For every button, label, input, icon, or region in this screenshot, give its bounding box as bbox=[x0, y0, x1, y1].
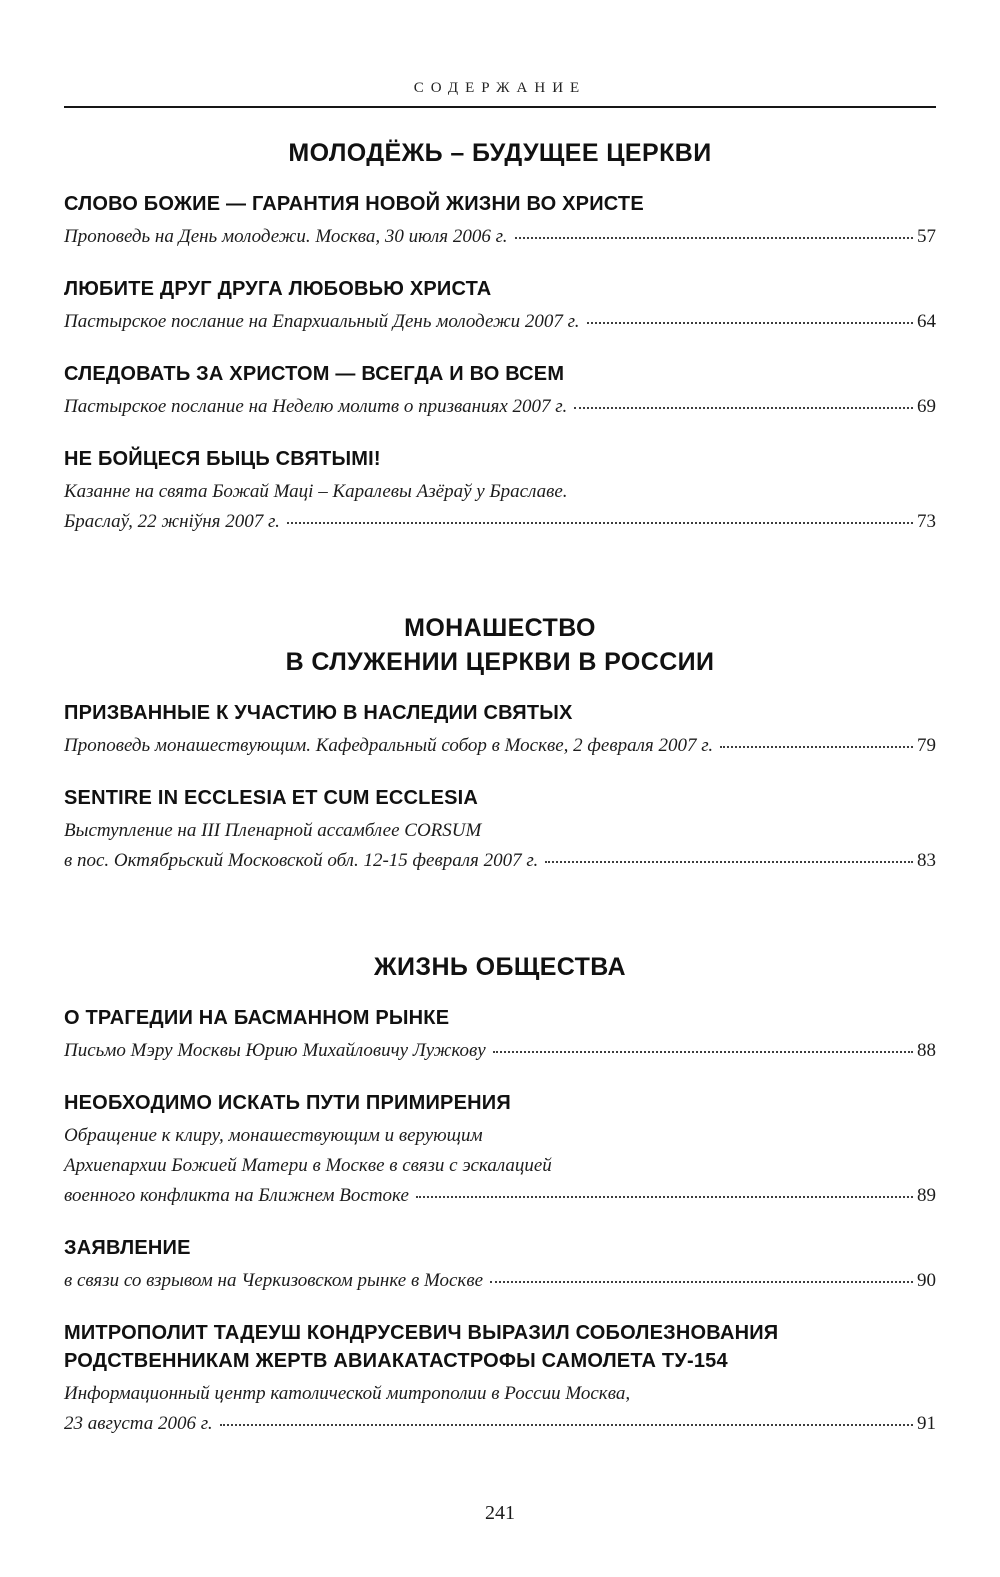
entry-title bbox=[64, 699, 936, 727]
dot-leader bbox=[720, 746, 913, 748]
toc-entry bbox=[64, 1004, 936, 1066]
entry-subtitle-text: Браслаў, 22 жніўня 2007 г. bbox=[64, 511, 280, 532]
dot-leader bbox=[220, 1424, 913, 1426]
entry-subtitle-text: Пастырское послание на Епархиальный День молодежи 2007 г. bbox=[64, 311, 580, 332]
entry-subtitle-text: Проповедь на День молодежи. Москва, 30 июля 2006 г. bbox=[64, 226, 508, 247]
page-ref: 88 bbox=[917, 1040, 936, 1061]
page-ref: 83 bbox=[917, 850, 936, 871]
entry-title bbox=[64, 784, 936, 812]
entry-subtitle-leader-line bbox=[64, 731, 936, 761]
entry-subtitle-leader-line bbox=[64, 1409, 936, 1439]
section-title bbox=[64, 950, 936, 984]
section-title bbox=[64, 136, 936, 170]
section-title-line: МОЛОДЁЖЬ – БУДУЩЕЕ ЦЕРКВИ bbox=[288, 139, 712, 167]
entry-subtitle-text: в пос. Октябрьский Московской обл. 12-15 февраля 2007 г. bbox=[64, 850, 539, 871]
entry-subtitle-leader-line bbox=[64, 222, 936, 252]
entry-subtitle-leader-line bbox=[64, 1181, 936, 1211]
entry-title-line: СЛОВО БОЖИЕ — ГАРАНТИЯ НОВОЙ ЖИЗНИ ВО ХРИСТЕ bbox=[64, 193, 644, 215]
page-ref: 73 bbox=[917, 511, 936, 532]
entry-title bbox=[64, 275, 936, 303]
dot-leader bbox=[493, 1051, 913, 1053]
entry-title bbox=[64, 1004, 936, 1032]
entry-subtitle-text: Проповедь монашествующим. Кафедральный собор в Москве, 2 февраля 2007 г. bbox=[64, 735, 714, 756]
section-title-line: МОНАШЕСТВО bbox=[404, 614, 596, 642]
entry-title bbox=[64, 445, 936, 473]
entry-subtitle-text: 23 августа 2006 г. bbox=[64, 1413, 213, 1434]
page-ref: 69 bbox=[917, 396, 936, 417]
entry-subtitle-line: Казанне на свята Божай Маці – Каралевы Азёраў у Браславе. bbox=[64, 481, 568, 502]
dot-leader bbox=[545, 861, 913, 863]
dot-leader bbox=[515, 237, 913, 239]
entry-subtitle-leader-line bbox=[64, 392, 936, 422]
toc-entry bbox=[64, 1319, 936, 1439]
entry-title-line: СЛЕДОВАТЬ ЗА ХРИСТОМ — ВСЕГДА И ВО ВСЕМ bbox=[64, 363, 565, 385]
dot-leader bbox=[574, 407, 913, 409]
section-title bbox=[64, 611, 936, 679]
toc-section bbox=[64, 950, 936, 1439]
entry-subtitle-leader-line bbox=[64, 846, 936, 876]
entry-title-line: ЗАЯВЛЕНИЕ bbox=[64, 1237, 191, 1259]
page-number: 241 bbox=[485, 1502, 515, 1524]
toc-entry bbox=[64, 445, 936, 537]
entry-title-line: НЕ БОЙЦЕСЯ БЫЦЬ СВЯТЫМІ! bbox=[64, 448, 381, 470]
entry-subtitle-text: Письмо Мэру Москвы Юрию Михайловичу Лужкову bbox=[64, 1040, 486, 1061]
entry-subtitle-line: Информационный центр католической митрополии в России Москва, bbox=[64, 1383, 631, 1404]
dot-leader bbox=[287, 522, 913, 524]
dot-leader bbox=[416, 1196, 913, 1198]
entry-subtitle-text: военного конфликта на Ближнем Востоке bbox=[64, 1185, 409, 1206]
toc-sections bbox=[64, 108, 936, 1462]
page-ref: 79 bbox=[917, 735, 936, 756]
entry-title bbox=[64, 1319, 936, 1375]
toc-entry bbox=[64, 190, 936, 252]
page-header: СОДЕРЖАНИЕ bbox=[413, 80, 587, 96]
page-ref: 89 bbox=[917, 1185, 936, 1206]
toc-section bbox=[64, 136, 936, 537]
entry-title-line: МИТРОПОЛИТ ТАДЕУШ КОНДРУСЕВИЧ ВЫРАЗИЛ СОБОЛЕЗНОВАНИЯ bbox=[64, 1322, 779, 1344]
entry-subtitle-leader-line bbox=[64, 1266, 936, 1296]
entry-title bbox=[64, 360, 936, 388]
page-ref: 91 bbox=[917, 1413, 936, 1434]
toc-entry bbox=[64, 699, 936, 761]
toc-entry bbox=[64, 784, 936, 876]
entry-title-line: SENTIRE IN ECCLESIA ET CUM ECCLESIA bbox=[64, 787, 479, 809]
entry-subtitle-line: Обращение к клиру, монашествующим и верующим bbox=[64, 1125, 483, 1146]
dot-leader bbox=[490, 1281, 913, 1283]
entry-subtitle-text: в связи со взрывом на Черкизовском рынке в Москве bbox=[64, 1270, 484, 1291]
entry-title bbox=[64, 1234, 936, 1262]
entry-title-line: ПРИЗВАННЫЕ К УЧАСТИЮ В НАСЛЕДИИ СВЯТЫХ bbox=[64, 702, 573, 724]
page-ref: 90 bbox=[917, 1270, 936, 1291]
entry-subtitle-leader-line bbox=[64, 1036, 936, 1066]
entry-title-line: НЕОБХОДИМО ИСКАТЬ ПУТИ ПРИМИРЕНИЯ bbox=[64, 1092, 511, 1114]
toc-entry bbox=[64, 1089, 936, 1211]
entry-title-line: ЛЮБИТЕ ДРУГ ДРУГА ЛЮБОВЬЮ ХРИСТА bbox=[64, 278, 492, 300]
entry-subtitle-line: Выступление на III Пленарной ассамблее CORSUM bbox=[64, 820, 482, 841]
section-title-line: ЖИЗНЬ ОБЩЕСТВА bbox=[374, 953, 626, 981]
dot-leader bbox=[587, 322, 913, 324]
entry-subtitle-text: Пастырское послание на Неделю молитв о призваниях 2007 г. bbox=[64, 396, 568, 417]
toc-section bbox=[64, 611, 936, 876]
page-ref: 57 bbox=[917, 226, 936, 247]
entry-subtitle-line: Архиепархии Божией Матери в Москве в связи с эскалацией bbox=[64, 1155, 552, 1176]
toc-entry bbox=[64, 1234, 936, 1296]
toc-entry bbox=[64, 275, 936, 337]
section-title-line: В СЛУЖЕНИИ ЦЕРКВИ В РОССИИ bbox=[285, 648, 715, 676]
toc-entry bbox=[64, 360, 936, 422]
entry-title-line: РОДСТВЕННИКАМ ЖЕРТВ АВИАКАТАСТРОФЫ САМОЛЕТА ТУ-154 bbox=[64, 1350, 728, 1372]
entry-subtitle-leader-line bbox=[64, 307, 936, 337]
entry-title bbox=[64, 1089, 936, 1117]
entry-title-line: О ТРАГЕДИИ НА БАСМАННОМ РЫНКЕ bbox=[64, 1007, 450, 1029]
entry-subtitle-leader-line bbox=[64, 507, 936, 537]
entry-title bbox=[64, 190, 936, 218]
page-ref: 64 bbox=[917, 311, 936, 332]
